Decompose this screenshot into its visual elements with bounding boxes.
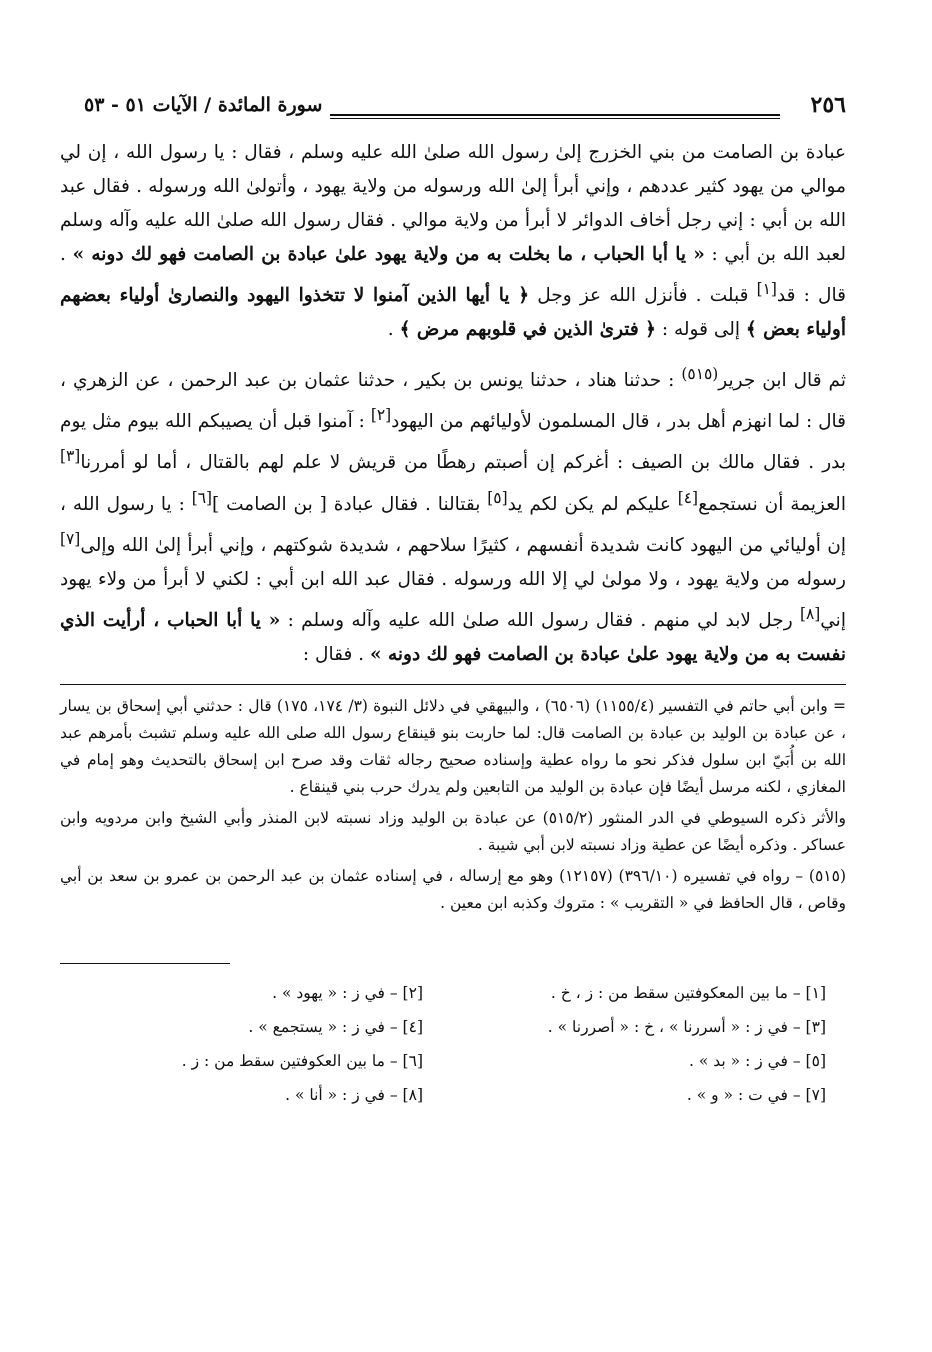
text-run: . قال : قد (60, 244, 846, 307)
header-rule (330, 114, 780, 116)
footnote-515: (٥١٥) – رواه في تفسيره (٣٩٦/١٠) (١٢١٥٧) وهو مع إرساله ، في إسناده عثمان بن عبد الرحمن بن عمرو بن سعد بن أبي وقاص ، قال الحافظ في « التقريب » : متروك وكذبه ابن معين . (60, 867, 846, 913)
text-run: . (387, 319, 400, 341)
text-run: ثم قال ابن جرير (718, 370, 846, 392)
text-run: بقتالنا . فقال عبادة [ بن الصامت ] (212, 493, 488, 515)
variant-note: [٤] – في ز : « يستجمع » . (248, 1018, 423, 1037)
page-number: ٢٥٦ (810, 92, 846, 118)
variant-note: [٥] – في ز : « بد » . (689, 1052, 826, 1071)
text-run: . فقال : (302, 644, 370, 666)
variant-note: [٣] – في ز : « أسررنا » ، خ : « أصررنا » . (547, 1018, 826, 1037)
text-run: قبلت . فأنزل الله عز وجل (529, 285, 757, 307)
text-run: : يا رسول الله ، إن أوليائي من اليهود كانت شديدة أنفسهم ، كثيرًا سلاحهم ، شديدة شوكتهم ، وإني أبرأ إلىٰ الله وإلى (60, 493, 846, 556)
text-run: عليكم لم يكن لكم يد (507, 493, 678, 515)
variant-note: [٢] – في ز : « يهود » . (272, 984, 423, 1003)
footnote-continuation: = وابن أبي حاتم في التفسير (١١٥٥/٤) (٦٥٠٦) ، والبيهقي في دلائل النبوة (٣/ ١٧٤، ١٧٥) قال : حدثني أبي إسحاق بن يسار ، عن عبادة بن الوليد بن عبادة بن الصامت قال: لما حاربت بنو قينقاع رسول الله صلى الله عليه وسلم تشبث بأمرهم عبد الله بن أُبَيّ ابن سلول فذكر نحو ما رواه عطية وإسناده صحيح رجاله ثقات وقد صرح ابن إسحاق بالتحديث وهو إمام في المغازي ، لكنه مرسل أيضًا فإن عبادة بن الوليد من التابعين ولم يدرك حرب بني قينقاع . (60, 697, 846, 797)
body-paragraph-1 (60, 136, 846, 347)
bold-verse: ﴿ فترىٰ الذين في قلوبهم مرض ﴾ (399, 319, 656, 341)
variants-separator (60, 963, 230, 964)
text-run: إلى قوله : (655, 319, 746, 341)
footnote-separator (60, 684, 846, 685)
book-page (60, 92, 846, 1110)
running-title: سورة المائدة / الآيات ٥١ - ٥٣ (84, 94, 323, 116)
variant-marker: [٦] (191, 488, 213, 507)
text-run: : آمنوا قبل أن يصيبكم الله بيوم مثل يوم بدر . فقال مالك بن الصيف : أغركم إن أصبتم رهطًا من قريش لا علم لهم بالقتال ، أما لو أمررنا (60, 411, 846, 474)
manuscript-variants (60, 978, 846, 1110)
variant-marker: [٣] (60, 447, 81, 466)
page-header (60, 92, 846, 126)
footnote-paragraph: والأثر ذكره السيوطي في الدر المنثور (٥١٥/٢) عن عبادة بن الوليد وزاد نسبته لابن المنذر وأبي الشيخ وابن مردويه وابن عساكر . وذكره أيضًا عن عطية وزاد نسبته لابن أبي شيبة . (60, 809, 846, 855)
variant-marker: [٥] (487, 488, 508, 507)
bold-quote: « يا أبا الحباب ، ما بخلت به من ولاية يهود علىٰ عبادة بن الصامت فهو لك دونه » (72, 244, 705, 265)
text-run: رسوله من ولاية يهود ، ولا مولىٰ لي إلا الله ورسوله . فقال عبد الله ابن أبي : لكني لا أبرأ من ولاء يهود إني (60, 568, 846, 632)
variant-note: [٨] – في ز : « أنا » . (285, 1086, 423, 1105)
variant-marker: [٤] (677, 488, 699, 507)
footnote-reference: (٥١٥) (681, 365, 719, 384)
variant-marker: [٧] (60, 529, 81, 548)
text-run: : حدثنا هناد ، حدثنا يونس بن بكير ، حدثنا عثمان بن عبد الرحمن ، عن الزهري ، قال : لما انهزم أهل بدر ، قال المسلمون لأوليائهم من اليهود (60, 370, 846, 433)
variant-marker: [٨] (799, 604, 821, 623)
variant-marker: [٢] (370, 406, 392, 425)
text-run: رجل لابد لي منهم . فقال رسول الله صلىٰ الله عليه وآله وسلم : (280, 610, 800, 632)
body-paragraph-2 (60, 357, 846, 672)
variant-note: [٦] – ما بين العكوفتين سقط من : ز . (181, 1052, 423, 1071)
text-run: العزيمة أن نستجمع (698, 493, 846, 515)
variant-note: [٧] – في ت : « و » . (686, 1086, 826, 1105)
bold-quote: « يا أبا الحباب ، أرأيت الذي نفست به من ولاية يهود علىٰ عبادة بن الصامت فهو لك دونه » (60, 610, 846, 666)
text-run: عبادة بن الصامت من بني الخزرج إلىٰ رسول الله صلىٰ الله عليه وسلم ، فقال : يا رسول الله ، إن لي موالي من يهود كثير عددهم ، وإني أبرأ إلىٰ الله ورسوله من ولاية يهود ، وأتولىٰ الله ورسوله . فقال عبد الله بن أبي : إني رجل أخاف الدوائر لا أبرأ من ولاية موالي . فقال رسول الله صلىٰ الله عليه وآله وسلم لعبد الله بن أبي : (60, 142, 846, 265)
variant-note: [١] – ما بين المعكوفتين سقط من : ز ، خ . (550, 984, 826, 1003)
bold-verse: ﴿ يا أيها الذين آمنوا لا تتخذوا اليهود والنصارىٰ أولياء بعضهم أولياء بعض ﴾ (60, 285, 846, 341)
variant-marker: [١] (756, 280, 777, 298)
